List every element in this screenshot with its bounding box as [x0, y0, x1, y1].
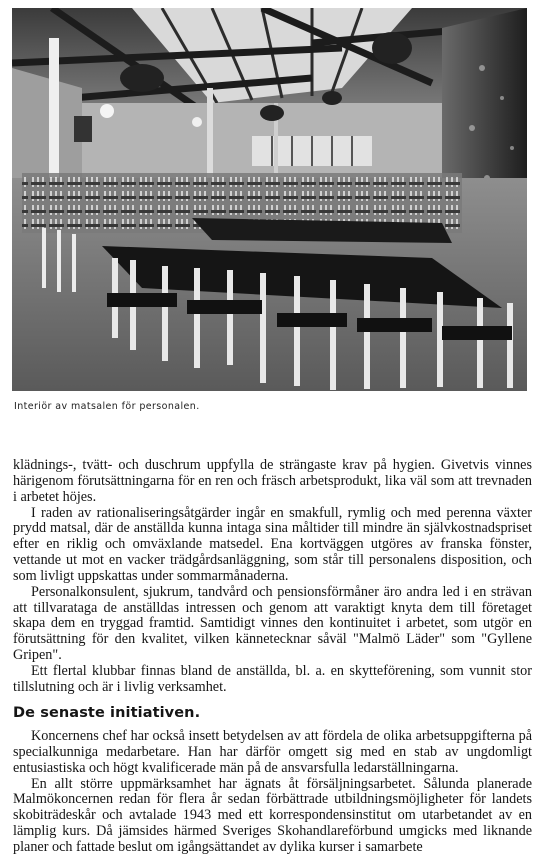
paragraph-dining-hall: I raden av rationaliseringsåtgärder ingår en smakfull, rymlig och med perenna växter prydd matsal, där de anställda kunna intaga sina måltider till mindre än självkostnadspriset efter en riklig och omväxlande matsedel. Ena kortväggen utgöres av franska fönster, vettande ut mot en vacker trädgårdsanläggning, som står till personalens disposition, och som livligt uppskattas under sommarmånaderna. — [13, 504, 532, 584]
paragraph-personnel-benefits: Personalkonsulent, sjukrum, tandvård och pensionsförmåner äro andra led i en strävan att tillvarataga de anställdas intressen och genom att varaktigt knyta dem till företaget skapa dem en tryggad framtid. Samtidigt vinnes den kontinuitet i arbetet, som utgör en förutsättning för den kvalitet, vilken kännetecknar såväl "Malmö Läder" som "Gyllene Gripen". — [13, 583, 532, 664]
article-text-upper — [13, 458, 532, 696]
dining-hall-photo-image — [12, 8, 527, 391]
intro-paragraph: klädnings-, tvätt- och duschrum uppfylla de strängaste krav på hygien. Givetvis vinnes härigenom förutsättningarna för en ren och fräsch arbetsprodukt, lika väl som att trevnaden i arbetet höjes. — [13, 457, 532, 505]
section-heading: De senaste initiativen. — [13, 705, 201, 721]
paragraph-sales-training: En allt större uppmärksamhet har ägnats åt försäljningsarbetet. Sålunda planerade Malmökoncernen redan för flera år sedan förbättrade utbildningsmöjligheter för landets skobiträdeskår och avtalade 1943 med ett korrespondensinstitut om utarbetandet av en lämplig kurs. Då jämsides härmed Sveriges Skohandlareförbund umgicks med liknande planer och fattade beslut om igångsättandet av dylika kurser i samarbete — [13, 775, 532, 855]
article-text-lower — [13, 729, 532, 856]
photo-caption: Interiör av matsalen för personalen. — [14, 401, 200, 412]
dining-hall-photo — [12, 8, 527, 391]
paragraph-clubs: Ett flertal klubbar finnas bland de anställda, bl. a. en skytteförening, som vunnit stor tillslutning och är i livlig verksamhet. — [13, 662, 532, 695]
paragraph-management: Koncernens chef har också insett betydelsen av att fördela de olika arbetsuppgifterna på specialkunniga medarbetare. Han har därför omgett sig med en stab av ungdomligt entusiastiska och högt kvalificerade män på de ansvarsfulla ledarställningarna. — [13, 728, 532, 776]
